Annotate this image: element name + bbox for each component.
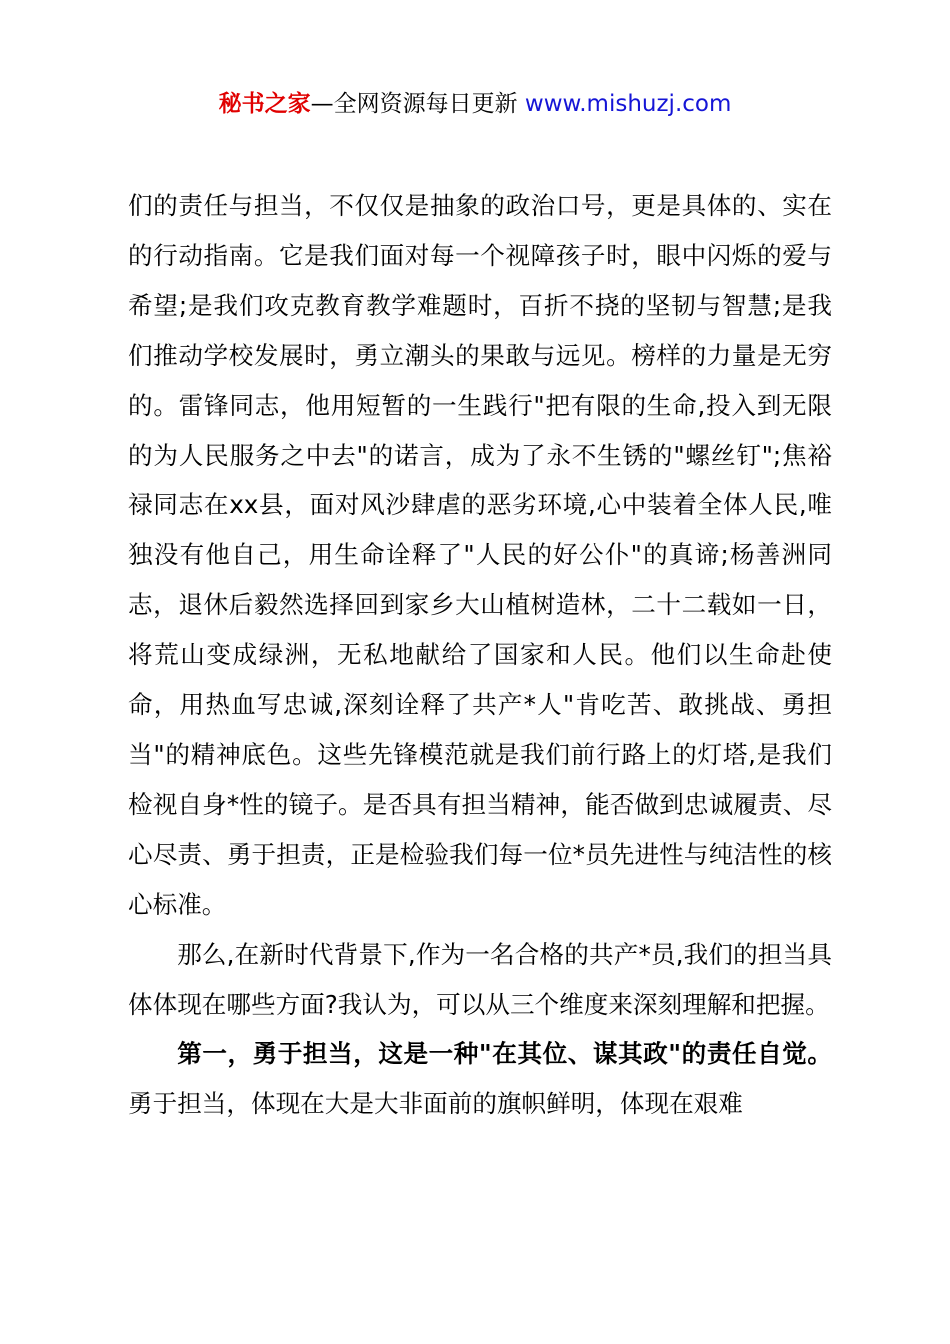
body-paragraph xyxy=(128,181,832,930)
section-heading: 第一，勇于担当，这是一种"在其位、谋其政"的责任自觉。 xyxy=(177,1039,832,1069)
body-paragraph xyxy=(128,1029,832,1129)
page-header xyxy=(0,86,950,122)
paragraph-text: 们的责任与担当，不仅仅是抽象的政治口号，更是具体的、实在的行动指南。它是我们面对每一个视障孩子时，眼中闪烁的爱与希望;是我们攻克教育教学难题时，百折不挠的坚韧与智慧;是我们推动学校发展时，勇立潮头的果敢与远见。榜样的力量是无穷的。雷锋同志，他用短暂的一生践行"把有限的生命,投入到无限的为人民服务之中去"的诺言，成为了永不生锈的"螺丝钉";焦裕禄同志在xx县，面对风沙肆虐的恶劣环境,心中装着全体人民,唯独没有他自己，用生命诠释了"人民的好公仆"的真谛;杨善洲同志，退休后毅然选择回到家乡大山植树造林，二十二载如一日，将荒山变成绿洲，无私地献给了国家和人民。他们以生命赴使命，用热血写忠诚,深刻诠释了共产*人"肯吃苦、敢挑战、勇担当"的精神底色。这些先锋模范就是我们前行路上的灯塔,是我们检视自身*性的镜子。是否具有担当精神，能否做到忠诚履责、尽心尽责、勇于担责，正是检验我们每一位*员先进性与纯洁性的核心标准。 xyxy=(128,191,832,919)
paragraph-text: 勇于担当，体现在大是大非面前的旗帜鲜明，体现在艰难 xyxy=(128,1089,743,1119)
header-tagline: —全网资源每日更新 xyxy=(310,91,525,117)
body-paragraph xyxy=(128,930,832,1030)
brand-name: 秘书之家 xyxy=(218,91,311,117)
document-body xyxy=(128,181,832,1129)
paragraph-text: 那么,在新时代背景下,作为一名合格的共产*员,我们的担当具体体现在哪些方面?我认为，可以从三个维度来深刻理解和把握。 xyxy=(128,939,832,1019)
website-url[interactable]: www.mishuzj.com xyxy=(524,91,732,117)
